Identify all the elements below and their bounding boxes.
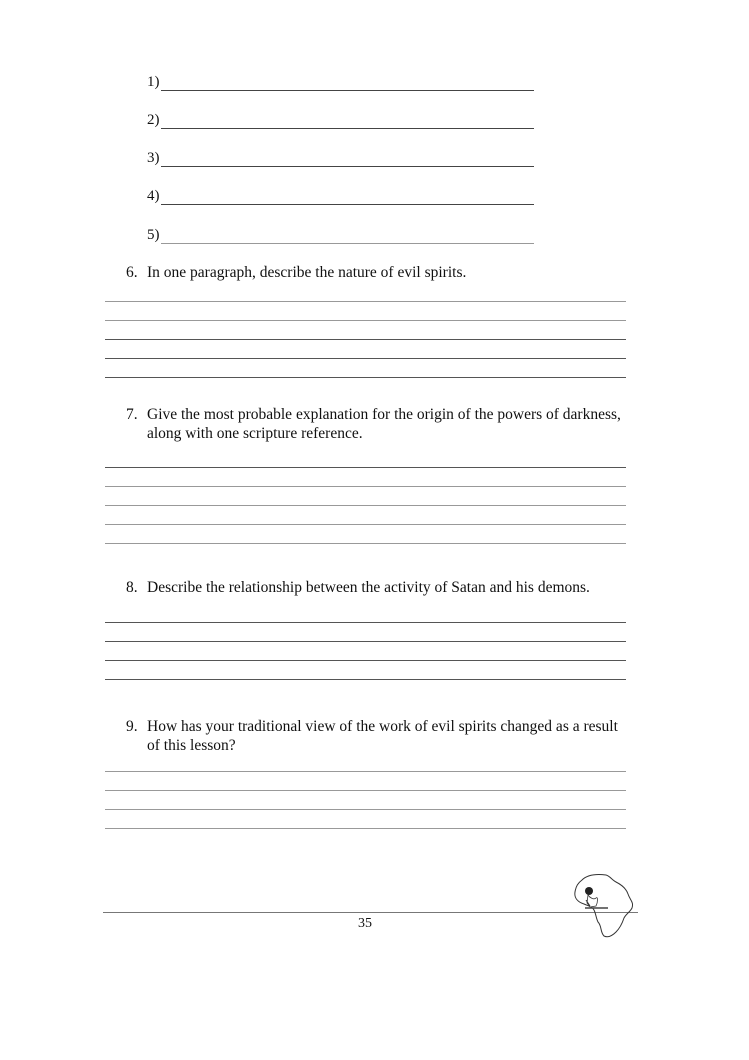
answer-line[interactable] [105,524,626,525]
answer-line[interactable] [161,243,534,244]
answer-line[interactable] [105,377,626,378]
list-item [147,187,160,205]
africa-map-with-kneeling-figure-icon [568,870,640,942]
question-number: 8. [126,579,138,596]
list-item-label: 5) [147,227,160,243]
list-item-label: 3) [147,150,160,166]
list-item-label: 2) [147,112,160,128]
answer-line[interactable] [105,543,626,544]
answer-line[interactable] [105,771,626,772]
answer-line[interactable] [161,204,534,205]
list-item-label: 4) [147,188,160,204]
question-text: How has your traditional view of the work of evil spirits changed as a result of this lesson? [147,718,618,754]
list-item [147,73,160,91]
question-number: 7. [126,406,138,423]
answer-line[interactable] [105,320,626,321]
answer-line[interactable] [105,679,626,680]
question-7 [126,405,626,443]
question-number: 9. [126,718,138,735]
answer-line[interactable] [161,90,534,91]
footer-rule [103,912,638,913]
answer-line[interactable] [105,660,626,661]
answer-line[interactable] [105,641,626,642]
answer-line[interactable] [105,790,626,791]
answer-line[interactable] [105,505,626,506]
answer-line[interactable] [105,301,626,302]
list-item-label: 1) [147,74,160,90]
answer-line[interactable] [105,809,626,810]
page-number: 35 [358,916,372,931]
question-8 [126,578,626,597]
answer-line[interactable] [161,166,534,167]
question-9 [126,717,626,755]
answer-line[interactable] [161,128,534,129]
answer-line[interactable] [105,358,626,359]
answer-line[interactable] [105,828,626,829]
question-text: Give the most probable explanation for the origin of the powers of darkness, along with one scripture reference. [147,406,621,442]
answer-line[interactable] [105,622,626,623]
question-text: In one paragraph, describe the nature of evil spirits. [147,264,467,281]
question-number: 6. [126,264,138,281]
question-6 [126,263,626,282]
answer-line[interactable] [105,467,626,468]
answer-line[interactable] [105,486,626,487]
list-item [147,226,160,244]
question-text: Describe the relationship between the activity of Satan and his demons. [147,579,590,596]
list-item [147,111,160,129]
list-item [147,149,160,167]
answer-line[interactable] [105,339,626,340]
